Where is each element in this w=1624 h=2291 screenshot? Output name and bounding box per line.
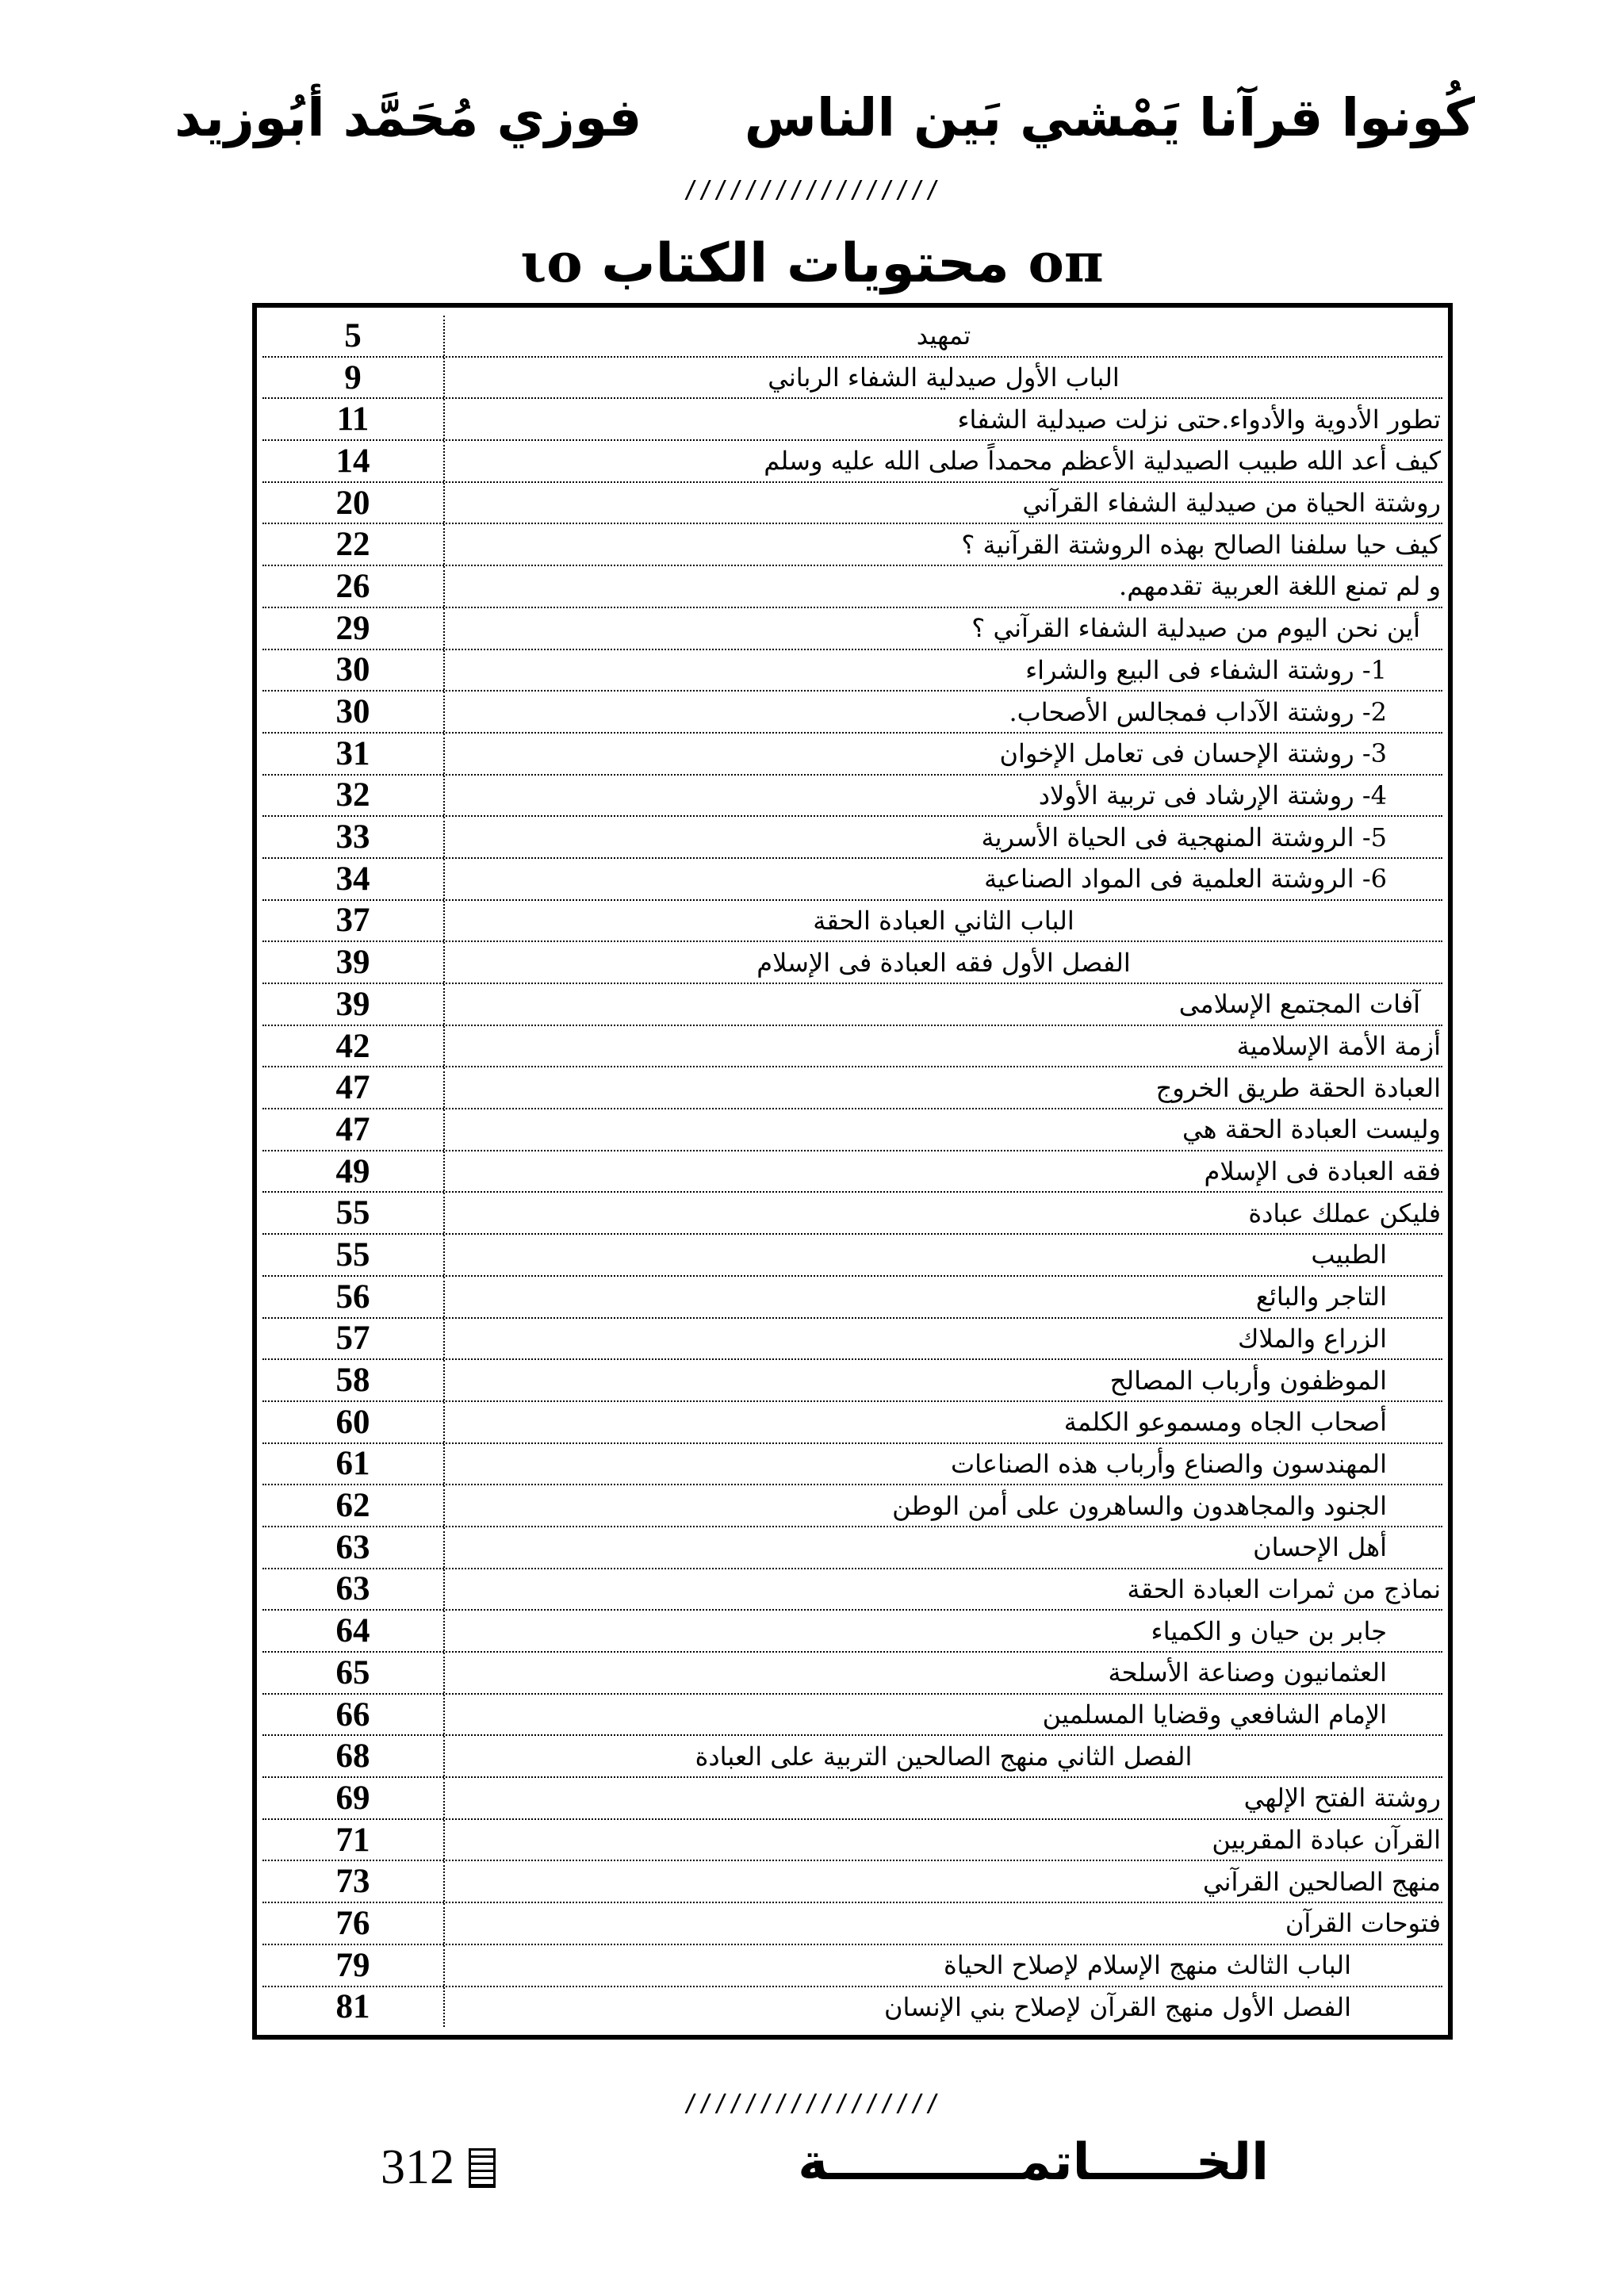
toc-entry-title: التاجر والبائع bbox=[1255, 1282, 1387, 1312]
toc-row bbox=[262, 358, 1442, 400]
toc-entry-title: نماذج من ثمرات العبادة الحقة bbox=[1127, 1573, 1441, 1604]
toc-page-number: 66 bbox=[262, 1695, 445, 1735]
toc-page-number: 61 bbox=[262, 1444, 445, 1485]
toc-row bbox=[262, 1945, 1442, 1987]
toc-entry-title: الجنود والمجاهدون والساهرون على أمن الوطن bbox=[892, 1490, 1387, 1521]
toc-table bbox=[252, 303, 1453, 2040]
toc-row bbox=[262, 1444, 1442, 1486]
toc-row bbox=[262, 1277, 1442, 1319]
toc-row bbox=[262, 1235, 1442, 1277]
toc-list bbox=[262, 316, 1442, 2027]
toc-entry-title: الزراع والملاك bbox=[1238, 1323, 1387, 1354]
toc-page-number: 39 bbox=[262, 984, 445, 1025]
toc-row bbox=[262, 1360, 1442, 1402]
toc-row bbox=[262, 1402, 1442, 1444]
toc-entry-title: منهج الصالحين القرآني bbox=[1202, 1866, 1441, 1897]
toc-entry-title: روشتة الحياة من صيدلية الشفاء القرآني bbox=[1022, 488, 1441, 519]
toc-entry-title: أصحاب الجاه ومسموعو الكلمة bbox=[1063, 1407, 1387, 1438]
toc-entry-title: الفصل الأول فقه العبادة فى الإسلام bbox=[756, 947, 1131, 978]
toc-page-number: 65 bbox=[262, 1653, 445, 1693]
toc-entry-title: تمهيد bbox=[916, 320, 971, 351]
toc-page-number: 47 bbox=[262, 1067, 445, 1108]
author-name: فوزي مُحَمَّد أبُوزيد bbox=[174, 87, 642, 148]
toc-row bbox=[262, 316, 1442, 358]
toc-row bbox=[262, 984, 1442, 1026]
toc-entry-title: الطبيب bbox=[1311, 1239, 1387, 1270]
toc-entry-title: 5- الروشتة المنهجية فى الحياة الأسرية bbox=[981, 822, 1387, 852]
toc-page-number: 56 bbox=[262, 1277, 445, 1317]
toc-row bbox=[262, 1736, 1442, 1778]
toc-entry-title: فقه العبادة فى الإسلام bbox=[1204, 1156, 1441, 1187]
page-header bbox=[174, 87, 1475, 182]
toc-entry-title: و لم تمنع اللغة العربية تقدمهم. bbox=[1119, 571, 1441, 602]
toc-row bbox=[262, 1861, 1442, 1903]
toc-page-number: 14 bbox=[262, 441, 445, 481]
toc-entry-title: 3- روشتة الإحسان فى تعامل الإخوان bbox=[999, 738, 1387, 769]
toc-row bbox=[262, 1485, 1442, 1527]
toc-row bbox=[262, 692, 1442, 734]
page-footer bbox=[381, 2133, 1269, 2212]
toc-heading bbox=[0, 232, 1624, 295]
toc-entry-title: أين نحن اليوم من صيدلية الشفاء القرآني ؟ bbox=[971, 613, 1420, 644]
toc-entry-title: آفات المجتمع الإسلامى bbox=[1178, 989, 1420, 1020]
separator-top: ///////////////// bbox=[683, 176, 941, 204]
toc-row bbox=[262, 524, 1442, 566]
toc-entry-title: فتوحات القرآن bbox=[1285, 1908, 1441, 1939]
toc-page-number: 30 bbox=[262, 692, 445, 732]
toc-row bbox=[262, 1109, 1442, 1151]
toc-page-number: 11 bbox=[262, 399, 445, 439]
toc-page-number: 68 bbox=[262, 1736, 445, 1776]
toc-entry-title: روشتة الفتح الإلهي bbox=[1243, 1783, 1441, 1814]
toc-entry-title: جابر بن حيان و الكمياء bbox=[1151, 1615, 1387, 1646]
toc-row bbox=[262, 1820, 1442, 1862]
toc-row bbox=[262, 483, 1442, 525]
toc-row bbox=[262, 1987, 1442, 2028]
toc-row bbox=[262, 942, 1442, 984]
toc-heading-text: محتويات الكتاب bbox=[601, 232, 1009, 295]
toc-page-number: 34 bbox=[262, 859, 445, 899]
toc-page-number: 57 bbox=[262, 1319, 445, 1359]
toc-row bbox=[262, 1151, 1442, 1193]
toc-page-number: 42 bbox=[262, 1026, 445, 1067]
toc-row bbox=[262, 1611, 1442, 1653]
toc-entry-title: الإمام الشافعي وقضايا المسلمين bbox=[1042, 1699, 1387, 1730]
book-title: كُونوا قرآنا يَمْشي بَين الناس bbox=[744, 87, 1475, 148]
toc-page-number: 33 bbox=[262, 817, 445, 857]
toc-row bbox=[262, 1903, 1442, 1945]
toc-row bbox=[262, 1569, 1442, 1611]
toc-page-number: 39 bbox=[262, 942, 445, 983]
toc-page-number: 9 bbox=[262, 358, 445, 398]
toc-row bbox=[262, 776, 1442, 818]
chapter-title: الخــــــاتمـــــــــــة bbox=[798, 2133, 1269, 2192]
toc-entry-title: كيف أعد الله طبيب الصيدلية الأعظم محمداً صلى الله عليه وسلم bbox=[764, 446, 1441, 477]
toc-page-number: 69 bbox=[262, 1778, 445, 1818]
toc-entry-title: الموظفون وأرباب المصالح bbox=[1109, 1365, 1387, 1396]
toc-entry-title: تطور الأدوية والأدواء.حتى نزلت صيدلية الشفاء bbox=[957, 404, 1441, 435]
toc-row bbox=[262, 441, 1442, 483]
toc-row bbox=[262, 817, 1442, 859]
toc-page-number: 5 bbox=[262, 316, 445, 356]
toc-page-number: 76 bbox=[262, 1903, 445, 1944]
toc-entry-title: الباب الثالث منهج الإسلام لإصلاح الحياة bbox=[944, 1950, 1351, 1981]
toc-row bbox=[262, 859, 1442, 901]
toc-entry-title: 1- روشتة الشفاء فى البيع والشراء bbox=[1025, 654, 1387, 685]
toc-page-number: 26 bbox=[262, 566, 445, 607]
toc-row bbox=[262, 1193, 1442, 1235]
toc-entry-title: الفصل الثاني منهج الصالحين التربية على العبادة bbox=[695, 1741, 1193, 1772]
toc-row bbox=[262, 608, 1442, 650]
toc-row bbox=[262, 1653, 1442, 1695]
toc-page-number: 60 bbox=[262, 1402, 445, 1442]
toc-entry-title: المهندسون والصناع وأرباب هذه الصناعات bbox=[951, 1448, 1387, 1479]
toc-row bbox=[262, 399, 1442, 441]
toc-page-number: 32 bbox=[262, 776, 445, 816]
toc-entry-title: العبادة الحقة طريق الخروج bbox=[1155, 1072, 1441, 1103]
toc-entry-title: الباب الأول صيدلية الشفاء الرباني bbox=[768, 362, 1120, 393]
toc-page-number: 47 bbox=[262, 1109, 445, 1150]
toc-page-number: 29 bbox=[262, 608, 445, 649]
toc-row bbox=[262, 901, 1442, 943]
toc-entry-title: فليكن عملك عبادة bbox=[1248, 1197, 1441, 1228]
toc-page-number: 37 bbox=[262, 901, 445, 941]
toc-page-number: 81 bbox=[262, 1987, 445, 2028]
toc-page-number: 31 bbox=[262, 734, 445, 774]
toc-row bbox=[262, 734, 1442, 776]
toc-row bbox=[262, 1067, 1442, 1109]
toc-page-number: 20 bbox=[262, 483, 445, 523]
toc-row bbox=[262, 566, 1442, 608]
toc-entry-title: 6- الروشتة العلمية فى المواد الصناعية bbox=[984, 864, 1387, 895]
toc-row bbox=[262, 650, 1442, 692]
toc-entry-title: كيف حيا سلفنا الصالح بهذه الروشتة القرآنية ؟ bbox=[961, 529, 1441, 560]
toc-page-number: 71 bbox=[262, 1820, 445, 1860]
toc-page-number: 58 bbox=[262, 1360, 445, 1400]
toc-page-number: 63 bbox=[262, 1569, 445, 1610]
toc-entry-title: الباب الثاني العبادة الحقة bbox=[813, 905, 1074, 936]
toc-row bbox=[262, 1026, 1442, 1068]
toc-row bbox=[262, 1695, 1442, 1737]
toc-page-number: 49 bbox=[262, 1151, 445, 1192]
page-number-block bbox=[381, 2140, 496, 2196]
toc-entry-title: العثمانيون وصناعة الأسلحة bbox=[1108, 1657, 1387, 1688]
toc-page-number: 79 bbox=[262, 1945, 445, 1986]
page-number: 312 bbox=[381, 2140, 454, 2194]
toc-row bbox=[262, 1778, 1442, 1820]
toc-entry-title: وليست العبادة الحقة هي bbox=[1182, 1114, 1441, 1145]
toc-page-number: 73 bbox=[262, 1861, 445, 1902]
toc-entry-title: أزمة الأمة الإسلامية bbox=[1236, 1031, 1441, 1062]
toc-page-number: 30 bbox=[262, 650, 445, 691]
toc-row bbox=[262, 1319, 1442, 1361]
toc-entry-title: القرآن عبادة المقربين bbox=[1212, 1825, 1441, 1856]
ornament-left-glyph: ιo bbox=[520, 232, 583, 295]
toc-entry-title: 2- روشتة الآداب فمجالس الأصحاب. bbox=[1009, 696, 1387, 727]
toc-page-number: 55 bbox=[262, 1193, 445, 1233]
toc-entry-title: 4- روشتة الإرشاد فى تربية الأولاد bbox=[1038, 780, 1387, 810]
toc-page-number: 62 bbox=[262, 1485, 445, 1526]
ornament-right-glyph: oπ bbox=[1028, 232, 1104, 295]
book-icon bbox=[469, 2148, 496, 2188]
toc-entry-title: الفصل الأول منهج القرآن لإصلاح بني الإنسان bbox=[883, 1991, 1351, 2022]
toc-page-number: 63 bbox=[262, 1527, 445, 1568]
toc-page-number: 64 bbox=[262, 1611, 445, 1651]
toc-row bbox=[262, 1527, 1442, 1569]
toc-page-number: 55 bbox=[262, 1235, 445, 1275]
toc-entry-title: أهل الإحسان bbox=[1253, 1532, 1387, 1563]
toc-page-number: 22 bbox=[262, 524, 445, 565]
separator-bottom: ///////////////// bbox=[683, 2090, 941, 2117]
